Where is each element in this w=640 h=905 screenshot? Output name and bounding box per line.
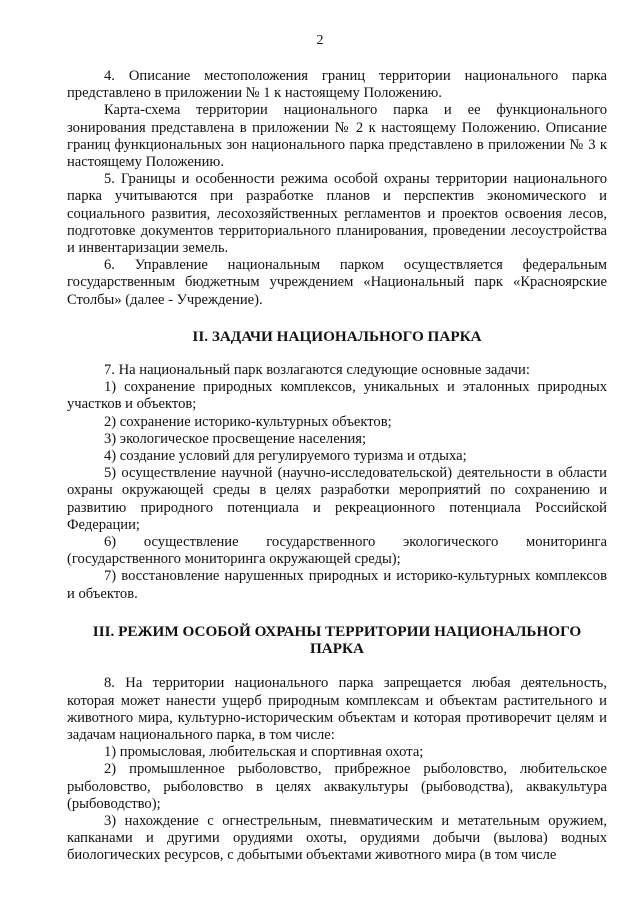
- paragraph-4: 4. Описание местоположения границ территории национального парка представлено в приложении № 1 к настоящему Положению.: [67, 68, 607, 102]
- prohibition-item-2: 2) промышленное рыболовство, прибрежное рыболовство, любительское рыболовство, рыболовство в целях аквакультуры (рыбоводства), аквакультура (рыбоводство);: [67, 761, 607, 812]
- document-body: [67, 68, 607, 865]
- task-item-6: 6) осуществление государственного экологического мониторинга (государственного мониторинга окружающей среды);: [67, 534, 607, 568]
- prohibition-item-1: 1) промысловая, любительская и спортивная охота;: [104, 744, 424, 761]
- paragraph-5: 5. Границы и особенности режима особой охраны территории национального парка учитываются при разработке планов и перспектив экономического и социального развития, лесохозяйственных регламентов и проектов освоения лесов, подготовке документов территориального планирования, проведении лесоустройства и инвентаризации земель.: [67, 171, 607, 257]
- prohibition-item-3: 3) нахождение с огнестрельным, пневматическим и метательным оружием, капканами и другими орудиями охоты, орудиями добычи (вылова) водных биологических ресурсов, с добытыми объектами животного мира (в том числе: [67, 812, 607, 864]
- paragraph-8: 8. На территории национального парка запрещается любая деятельность, которая может нанести ущерб природным комплексам и объектам растительного и животного мира, культурно-историческим объектам и которая противоречит целям и задачам национального парка, в том числе:: [67, 675, 607, 743]
- task-item-7: 7) восстановление нарушенных природных и историко-культурных комплексов и объектов.: [67, 568, 607, 602]
- task-item-4: 4) создание условий для регулируемого туризма и отдыха;: [104, 448, 467, 465]
- section-2-heading: II. ЗАДАЧИ НАЦИОНАЛЬНОГО ПАРКА: [192, 327, 482, 345]
- task-item-2: 2) сохранение историко-культурных объектов;: [104, 413, 392, 430]
- task-item-5: 5) осуществление научной (научно-исследовательской) деятельности в области охраны окружающей среды в целях разработки мероприятий по сохранению и развитию природного потенциала и рекреационного потенциала Российской Федерации;: [67, 465, 607, 533]
- paragraph-6: 6. Управление национальным парком осуществляется федеральным государственным бюджетным учреждением «Национальный парк «Красноярские Столбы» (далее - Учреждение).: [67, 257, 607, 308]
- paragraph-map-scheme: Карта-схема территории национального парка и ее функционального зонирования представлена в приложении № 2 к настоящему Положению. Описание границ функциональных зон национального парка представлено в приложении № 3 к настоящему Положению.: [67, 102, 607, 171]
- task-item-1: 1) сохранение природных комплексов, уникальных и эталонных природных участков и объектов;: [67, 379, 607, 413]
- section-3-heading: III. РЕЖИМ ОСОБОЙ ОХРАНЫ ТЕРРИТОРИИ НАЦИОНАЛЬНОГО ПАРКА: [92, 622, 582, 658]
- paragraph-7: 7. На национальный парк возлагаются следующие основные задачи:: [104, 362, 530, 379]
- task-item-3: 3) экологическое просвещение населения;: [104, 430, 367, 447]
- page-number: 2: [316, 33, 324, 48]
